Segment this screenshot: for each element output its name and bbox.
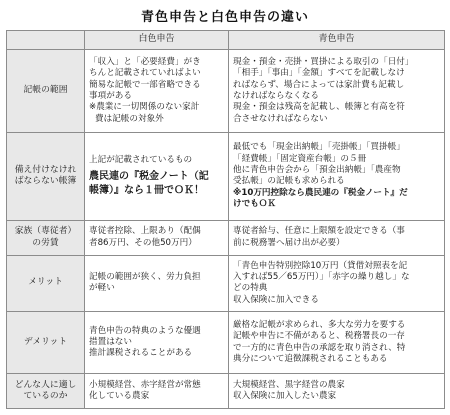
cell-line: 専従者控除、上限あり（配偶 [89, 226, 201, 237]
table-header-row [7, 31, 445, 50]
blue-cell [229, 311, 445, 374]
cell-line: 現金・預金は残高を記載し、帳簿と有高を符 [233, 102, 405, 113]
cell-line: 措置はない [89, 336, 132, 347]
row-label: 記帳の範囲 [7, 50, 85, 132]
white-cell [85, 311, 229, 374]
cell-line: 帳簿）』なら１冊でＯＫ！ [89, 184, 204, 196]
cell-line: 合させなければならない [233, 113, 328, 124]
cell-line: ※10万円控除なら農民連の『税金ノート』だ [233, 187, 408, 198]
cell-line: 農民連の『税金ノート（記 [89, 171, 209, 183]
row-label: 備え付けなければならない帳簿 [7, 132, 85, 221]
blue-cell [229, 221, 445, 256]
table-row [7, 221, 445, 256]
cell-line: 費は記帳の対象外 [95, 113, 164, 124]
cell-line: ればならず、場合によっては家計費も記載し [233, 79, 405, 90]
table-row [7, 132, 445, 221]
white-cell [85, 374, 229, 409]
blue-cell [229, 374, 445, 409]
cell-line: 典分について追徴課税されることもある [233, 353, 388, 364]
cell-line: 推計課税されることがある [89, 348, 193, 359]
cell-line: が軽い [89, 283, 115, 294]
cell-line: 「経費帳」「固定資産台帳」の５冊 [233, 153, 367, 164]
cell-line: 最低でも「現金出納帳」「売掛帳」「買掛帳」 [233, 142, 405, 153]
table-row [7, 311, 445, 374]
row-label: 家族（専従者）の労賃 [7, 221, 85, 256]
table-row [7, 374, 445, 409]
cell-line: どの特典 [233, 283, 268, 294]
table-row [7, 50, 445, 132]
blue-cell [229, 132, 445, 221]
header-white: 白色申告 [85, 31, 229, 50]
cell-line: 記帳の範囲が狭く、労力負担 [89, 271, 201, 282]
row-label: デメリット [7, 311, 85, 374]
cell-line: 「青色申告特別控除10万円（貸借対照表を記 [233, 260, 408, 271]
cell-line: 収入保険に加入したい農家 [233, 391, 337, 402]
cell-line: 「相手」「事由」「金額」すべてを記載しなけ [233, 68, 405, 79]
row-label: メリット [7, 255, 85, 311]
cell-line: 前に税務署へ届け出が必要） [233, 237, 345, 248]
cell-line: 「収入」と「必要経費」がき [89, 56, 201, 67]
cell-line: ※農業に一切関係のない家計 [89, 102, 200, 113]
cell-line: 小規模経営、赤字経営が常態 [89, 379, 201, 390]
cell-line: 簡易な記帳で一部省略できる [89, 79, 201, 90]
blue-cell [229, 50, 445, 132]
page-title: 青色申告と白色申告の違い [140, 10, 309, 25]
cell-line: 化している農家 [89, 391, 150, 402]
row-label: どんな人に適しているのか [7, 374, 85, 409]
cell-line: 現金・預金・売掛・買掛による取引の「日付」 [233, 56, 414, 67]
blue-cell [229, 255, 445, 311]
cell-line: 事項がある [89, 90, 132, 101]
cell-line: 受払帳」の記帳も求められる [233, 176, 345, 187]
header-blue: 青色申告 [229, 31, 445, 50]
cell-line: なければならなくなる [233, 90, 319, 101]
cell-line: ちんと記載されていればよい [89, 68, 201, 79]
cell-line: 厳格な記帳が求められ、多大な労力を要する [233, 319, 406, 330]
cell-line: 者86万円、その他50万円） [89, 237, 197, 248]
table-row [7, 255, 445, 311]
cell-line: 記帳や申告に不備があると、税務署長の一存 [233, 331, 405, 342]
cell-line: けでもＯＫ [233, 198, 276, 209]
white-cell [85, 255, 229, 311]
white-cell [85, 50, 229, 132]
cell-line: 青色申告の特典のような優遇 [89, 325, 201, 336]
cell-line: 上記が記載されているもの [89, 155, 193, 166]
cell-line: 大規模経営、黒字経営の農家 [233, 379, 345, 390]
cell-line: 収入保険に加入できる [233, 294, 319, 305]
comparison-table [6, 30, 445, 409]
header-corner [7, 31, 85, 50]
cell-line: 入すれば55／65万円）」「赤字の繰り越し」な [233, 271, 410, 282]
white-cell [85, 221, 229, 256]
cell-line: 他に青色申告会から「預金出納帳」「農産物 [233, 164, 401, 175]
cell-line: で一方的に青色申告の承認を取り消され、特 [233, 342, 406, 353]
cell-line: 専従者給与、任意に上限額を設定できる（事 [233, 226, 405, 237]
white-cell [85, 132, 229, 221]
